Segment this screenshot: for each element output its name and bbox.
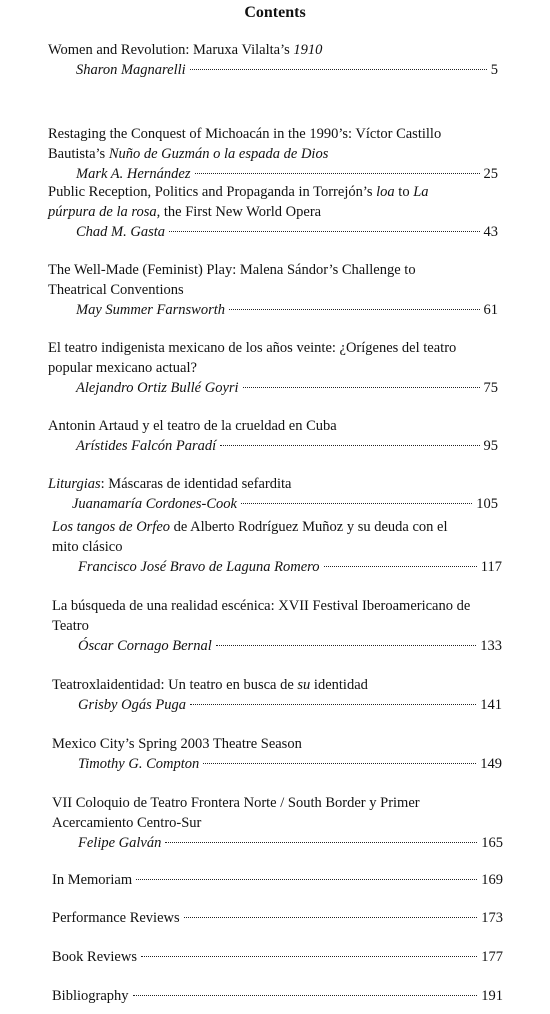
entry-author: Sharon Magnarelli [76,62,186,78]
title-segment: VII Coloquio de Teatro Frontera Norte / South Border y Primer [52,795,420,811]
title-segment: Antonin Artaud y el teatro de la crueldad en Cuba [48,418,337,434]
page-title: Contents [244,4,306,21]
page-number: 177 [481,949,503,965]
title-italic-segment: su [297,677,311,693]
entry-row [48,436,498,456]
page-number: 169 [481,872,503,888]
page-number: 165 [481,835,503,851]
dot-leader [169,230,479,232]
title-segment: Mexico City’s Spring 2003 Theatre Season [52,736,302,752]
page-number: 191 [481,988,503,1004]
entry-row [52,986,503,1006]
page-number: 43 [483,224,498,240]
entry-title-line [52,675,502,695]
dot-leader [229,308,479,310]
entry-title-line [48,338,498,358]
toc-entry [48,260,498,320]
dot-leader [220,444,479,446]
entry-title-line [48,182,498,202]
entry-row [52,833,503,853]
title-segment: Teatroxlaidentidad: Un teatro en busca de [52,677,298,693]
page-number: 141 [480,697,502,713]
title-segment: Bautista’s [48,146,109,162]
toc-entry [52,675,502,715]
entry-title-line [52,813,503,833]
entry-row [48,378,498,398]
entry-title-line [52,596,502,616]
entry-title-line [48,474,498,494]
entry-title-line [48,40,498,60]
entry-section-label: In Memoriam [52,872,133,888]
title-segment: : Máscaras de identidad sefardita [100,476,292,492]
entry-section-label: Performance Reviews [52,910,180,926]
entry-author: Grisby Ogás Puga [78,697,186,713]
entry-title-line [52,537,502,557]
entry-row [52,754,502,774]
toc-entry [52,870,503,890]
page-number: 149 [480,756,502,772]
entry-row [48,222,498,242]
toc-entry [48,182,498,242]
page-number: 61 [483,302,498,318]
title-segment: Teatro [52,618,89,634]
title-segment: identidad [310,677,368,693]
title-segment: popular mexicano actual? [48,360,197,376]
title-segment: Women and Revolution: Maruxa Vilalta’s [48,42,294,58]
entry-row [52,557,502,577]
dot-leader [243,386,480,388]
entry-row [48,60,498,80]
title-segment: mito clásico [52,539,123,555]
title-segment: to [394,184,414,200]
dot-leader [241,502,472,504]
entry-title-line [52,793,503,813]
toc-entry [48,338,498,398]
entry-title-line [48,202,498,222]
title-segment: Restaging the Conquest of Michoacán in the 1990’s: Víctor Castillo [48,126,442,142]
title-italic-segment: púrpura de la rosa [48,204,157,220]
entry-row [52,636,502,656]
title-segment: Public Reception, Politics and Propaganda in Torrejón’s [48,184,377,200]
page-number: 105 [476,496,498,512]
toc-entry [48,474,498,514]
entry-title-line [48,416,498,436]
toc-entry [48,40,498,80]
toc-entry [52,908,503,928]
toc-entry [52,596,502,656]
page-number: 75 [483,380,498,396]
dot-leader [190,68,487,70]
title-segment: Acercamiento Centro-Sur [52,815,202,831]
entry-author: Alejandro Ortiz Bullé Goyri [76,380,239,396]
toc-entry [52,517,502,577]
dot-leader [324,565,477,567]
dot-leader [165,841,477,843]
title-italic-segment: La [413,184,429,200]
entry-author: Felipe Galván [78,835,162,851]
entry-author: Timothy G. Compton [78,756,200,772]
entry-author: Francisco José Bravo de Laguna Romero [78,559,320,575]
entry-section-label: Book Reviews [52,949,137,965]
entry-author: Arístides Falcón Paradí [76,438,217,454]
toc-entry [52,947,503,967]
page-number: 173 [481,910,503,926]
entry-row [52,947,503,967]
entry-author: Óscar Cornago Bernal [78,638,212,654]
entry-title-line [48,280,498,300]
title-italic-segment: Los tangos de Orfeo [52,519,171,535]
title-italic-segment: Nuño de Guzmán o la espada de Dios [108,146,329,162]
title-segment: The Well-Made (Feminist) Play: Malena Sándor’s Challenge to [48,262,416,278]
title-italic-segment: loa [376,184,395,200]
page-number: 5 [490,62,498,78]
dot-leader [216,644,477,646]
entry-author: Juanamaría Cordones-Cook [72,496,237,512]
entry-row [52,908,503,928]
entry-author: May Summer Farnsworth [76,302,226,318]
page-number: 25 [483,166,498,182]
dot-leader [195,172,480,174]
dot-leader [141,955,477,957]
dot-leader [133,994,478,996]
entry-title-line [52,616,502,636]
title-segment: , the First New World Opera [156,204,322,220]
entry-section-label: Bibliography [52,988,129,1004]
entry-author: Mark A. Hernández [76,166,191,182]
entry-row [48,494,498,514]
toc-entry [52,986,503,1006]
dot-leader [190,703,476,705]
entry-title-line [48,260,498,280]
title-segment: El teatro indigenista mexicano de los años veinte: ¿Orígenes del teatro [48,340,457,356]
title-segment: de Alberto Rodríguez Muñoz y su deuda con el [170,519,448,535]
page-number: 117 [480,559,502,575]
entry-title-line [48,124,498,144]
title-segment: La búsqueda de una realidad escénica: XVII Festival Iberoamericano de [52,598,471,614]
title-segment: Theatrical Conventions [48,282,184,298]
entry-row [52,695,502,715]
entry-title-line [52,734,502,754]
page-number: 133 [480,638,502,654]
entry-title-line [52,517,502,537]
entry-row [48,300,498,320]
title-italic-segment: 1910 [293,42,323,58]
title-italic-segment: Liturgias [48,476,101,492]
entry-title-line [48,358,498,378]
toc-entry [52,793,503,853]
dot-leader [136,878,477,880]
entry-title-line [48,144,498,164]
entry-row [52,870,503,890]
dot-leader [203,762,476,764]
toc-entry [48,124,498,184]
entry-author: Chad M. Gasta [76,224,166,240]
dot-leader [184,916,478,918]
toc-entry [52,734,502,774]
entry-row [48,164,498,184]
toc-entry [48,416,498,456]
page-number: 95 [483,438,498,454]
